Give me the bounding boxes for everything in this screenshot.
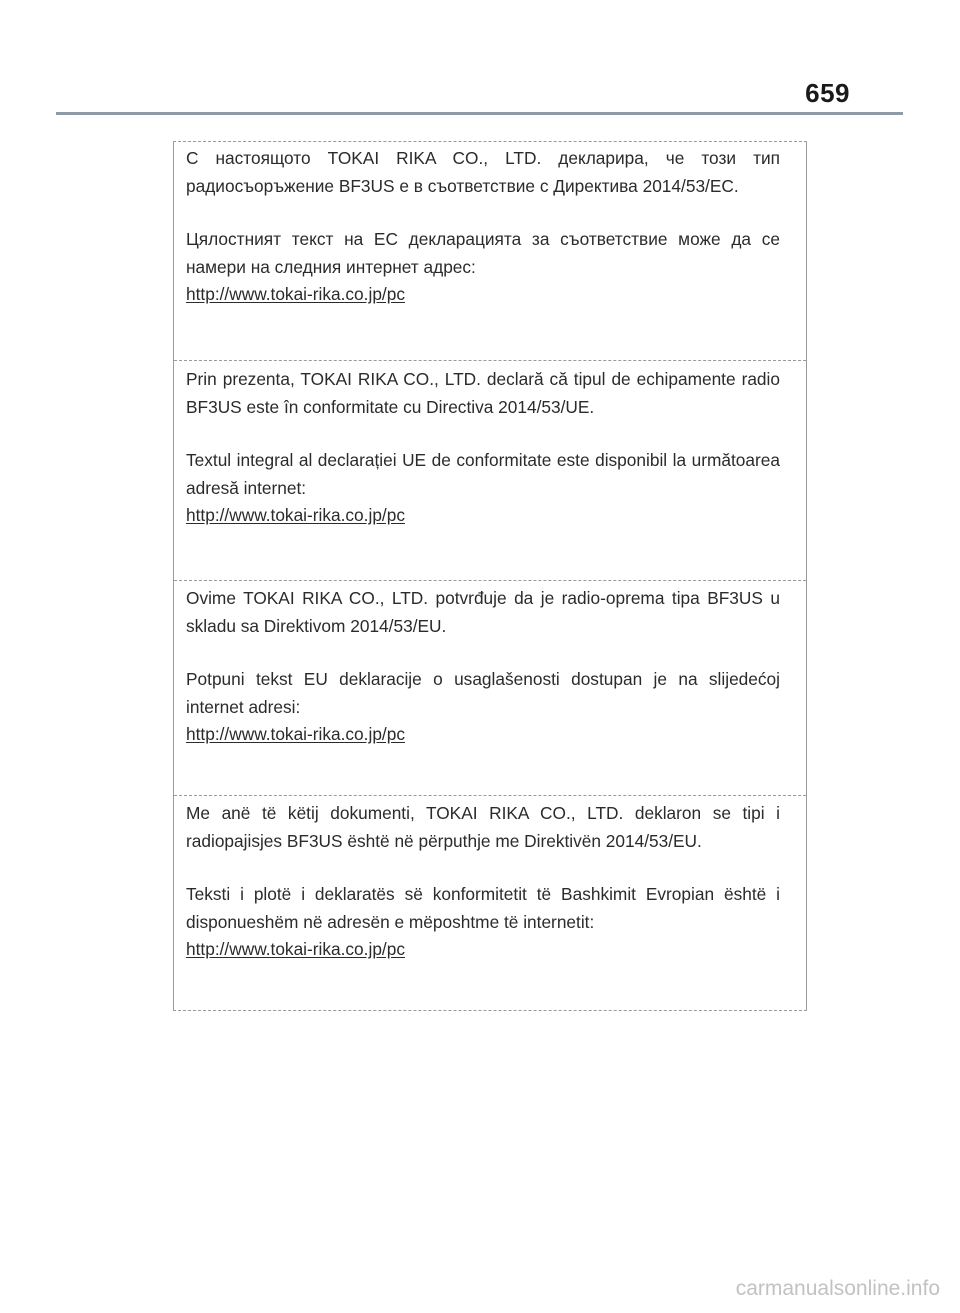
declaration-availability: Textul integral al declarației UE de conformitate este disponibil la următoarea adresă internet: — [186, 450, 780, 498]
declaration-statement: Prin prezenta, TOKAI RIKA CO., LTD. declară că tipul de echipamente radio BF3US este în conformitate cu Directiva 2014/53/UE. — [186, 369, 780, 417]
declaration-url-link[interactable]: http://www.tokai-rika.co.jp/pc — [186, 724, 405, 745]
declaration-availability: Potpuni tekst EU deklaracije o usaglašenosti dostupan je na slijedećoj internet adresi: — [186, 669, 780, 717]
header-divider — [56, 112, 903, 115]
declaration-availability: Teksti i plotë i deklaratës së konformitetit të Bashkimit Evropian është i disponueshëm në adresën e mëposhtme të internetit: — [186, 884, 780, 932]
declaration-statement: Ovime TOKAI RIKA CO., LTD. potvrđuje da je radio-oprema tipa BF3US u skladu sa Direktivom 2014/53/EU. — [186, 588, 780, 636]
declaration-url-link[interactable]: http://www.tokai-rika.co.jp/pc — [186, 939, 405, 960]
declaration-section-albanian — [174, 795, 806, 1011]
declaration-url-link[interactable]: http://www.tokai-rika.co.jp/pc — [186, 284, 405, 305]
declaration-statement: Me anë të këtij dokumenti, TOKAI RIKA CO., LTD. deklaron se tipi i radiopajisjes BF3US është në përputhje me Direktivën 2014/53/EU. — [186, 803, 780, 851]
declaration-url-link[interactable]: http://www.tokai-rika.co.jp/pc — [186, 505, 405, 526]
declaration-availability: Цялостният текст на ЕС декларацията за съответствие може да се намери на следния интернет адрес: — [186, 229, 780, 277]
declaration-table — [173, 141, 807, 1011]
site-watermark: carmanualsonline.info — [735, 1277, 940, 1300]
declaration-section-bulgarian — [174, 142, 806, 360]
declaration-section-romanian — [174, 360, 806, 580]
declaration-statement: С настоящото TOKAI RIKA CO., LTD. декларира, че този тип радиосъоръжение BF3US е в съответствие с Директива 2014/53/ЕС. — [186, 148, 780, 196]
declaration-section-croatian — [174, 580, 806, 795]
page-number: 659 — [805, 78, 850, 108]
